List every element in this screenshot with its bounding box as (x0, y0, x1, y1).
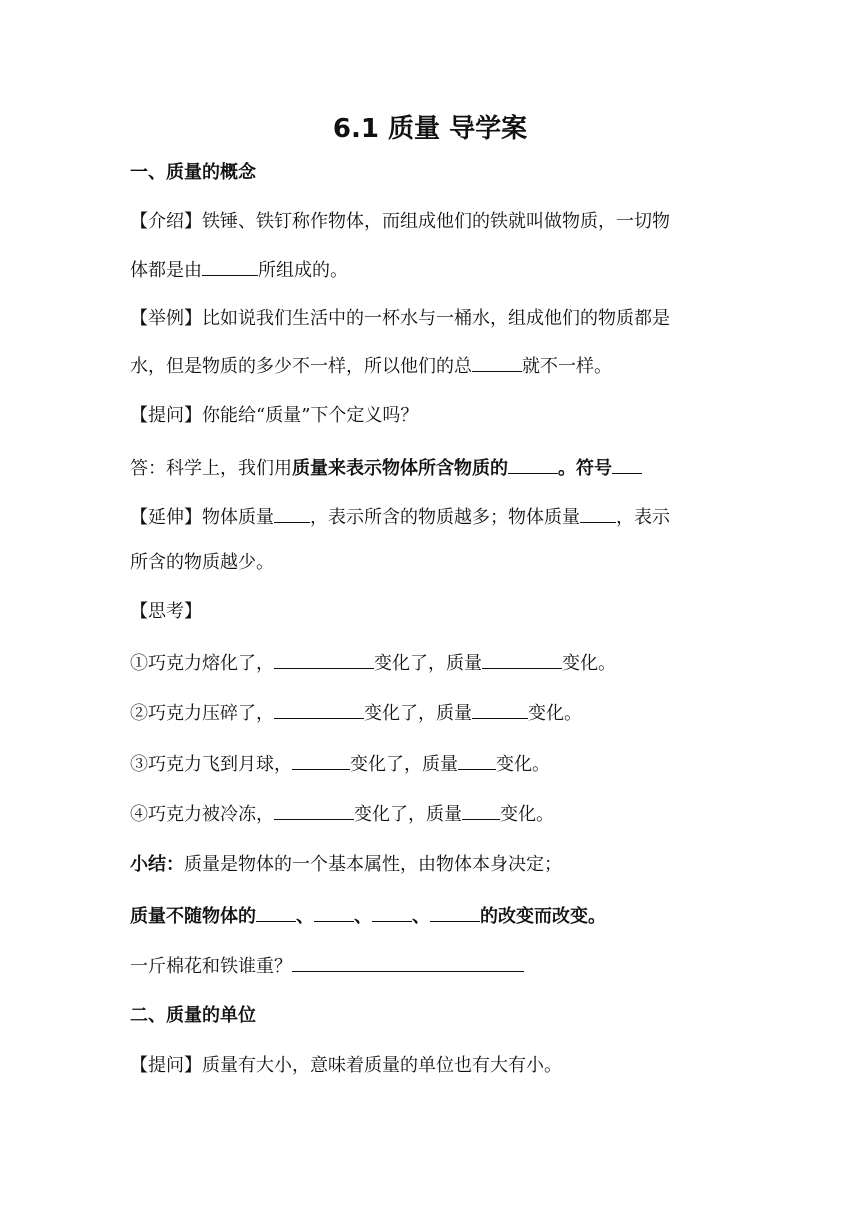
think-item-text-a: ②巧克力压碎了， (130, 703, 274, 724)
fill-blank[interactable] (292, 953, 524, 972)
question2-tag: 【提问】 (130, 1055, 202, 1076)
example-tag: 【举例】 (130, 308, 202, 329)
think-item-text-b: 变化了，质量 (354, 804, 462, 825)
question2-text: 质量有大小，意味着质量的单位也有大有小。 (202, 1055, 562, 1076)
fill-blank[interactable] (314, 903, 354, 922)
think-item-text-a: ④巧克力被冷冻， (130, 804, 274, 825)
extend-text-c: ，表示 (616, 507, 670, 528)
question2-line (130, 1053, 740, 1079)
think-item-text-c: 变化。 (562, 653, 616, 674)
answer-symbol-label: 。符号 (558, 458, 612, 479)
extend-text-b: ，表示所含的物质越多；物体质量 (310, 507, 580, 528)
example-text-2b: 就不一样。 (522, 356, 612, 377)
fill-blank[interactable] (482, 650, 562, 669)
fill-blank[interactable] (612, 455, 642, 474)
fill-blank[interactable] (462, 801, 500, 820)
example-text-2a: 水，但是物质的多少不一样，所以他们的总 (130, 356, 472, 377)
summary-text: 质量是物体的一个基本属性，由物体本身决定； (184, 854, 562, 875)
answer-definition: 质量来表示物体所含物质的 (292, 458, 508, 479)
intro-line-1 (130, 209, 740, 235)
fill-blank[interactable] (202, 257, 258, 276)
intro-text-2a: 体都是由 (130, 260, 202, 281)
question-line (130, 403, 740, 429)
fill-blank[interactable] (458, 751, 496, 770)
summary-separator: 、 (296, 906, 314, 927)
think-item-2 (130, 700, 740, 727)
think-item-text-b: 变化了，质量 (374, 653, 482, 674)
summary-line-2 (130, 903, 740, 930)
summary-separator: 、 (412, 906, 430, 927)
example-text-1: 比如说我们生活中的一杯水与一桶水，组成他们的物质都是 (202, 308, 670, 329)
extend-line-2: 所含的物质越少。 (130, 552, 274, 573)
fill-blank[interactable] (274, 801, 354, 820)
fill-blank[interactable] (430, 903, 480, 922)
example-line-2 (130, 353, 740, 380)
answer-line (130, 455, 740, 482)
think-item-text-b: 变化了，质量 (350, 754, 458, 775)
fill-blank[interactable] (274, 650, 374, 669)
fill-blank[interactable] (274, 700, 364, 719)
think-item-1 (130, 650, 740, 677)
question-tag: 【提问】 (130, 405, 202, 426)
extend-text-a: 物体质量 (202, 507, 274, 528)
fill-blank[interactable] (256, 903, 296, 922)
think-item-4 (130, 801, 740, 828)
intro-line-2 (130, 257, 740, 284)
summary-label: 小结： (130, 854, 184, 875)
think-item-text-c: 变化。 (528, 703, 582, 724)
fill-blank[interactable] (274, 504, 310, 523)
question-text: 你能给“质量”下个定义吗？ (202, 405, 419, 426)
section-heading-concept: 一、质量的概念 (130, 162, 256, 183)
think-item-text-c: 变化。 (500, 804, 554, 825)
think-item-text-b: 变化了，质量 (364, 703, 472, 724)
fill-blank[interactable] (472, 700, 528, 719)
summary-text-end: 的改变而改变。 (480, 906, 606, 927)
fill-blank[interactable] (472, 353, 522, 372)
intro-text-1: 铁锤、铁钉称作物体，而组成他们的铁就叫做物质，一切物 (202, 211, 670, 232)
think-item-3 (130, 751, 740, 778)
page-title: 6.1 质量 导学案 (332, 114, 528, 144)
summary-line-1 (130, 852, 740, 878)
answer-prefix: 答：科学上，我们用 (130, 458, 292, 479)
fill-blank[interactable] (372, 903, 412, 922)
intro-tag: 【介绍】 (130, 211, 202, 232)
fill-blank[interactable] (292, 751, 350, 770)
intro-text-2b: 所组成的。 (258, 260, 348, 281)
fill-blank[interactable] (580, 504, 616, 523)
think-item-text-a: ①巧克力熔化了， (130, 653, 274, 674)
extend-line-1 (130, 504, 740, 531)
example-line-1 (130, 306, 740, 332)
fill-blank[interactable] (508, 455, 558, 474)
cotton-question: 一斤棉花和铁谁重？ (130, 956, 292, 977)
extend-tag: 【延伸】 (130, 507, 202, 528)
summary-text-2a: 质量不随物体的 (130, 906, 256, 927)
think-item-text-c: 变化。 (496, 754, 550, 775)
summary-separator: 、 (354, 906, 372, 927)
section-heading-units: 二、质量的单位 (130, 1005, 256, 1026)
think-tag: 【思考】 (130, 601, 202, 622)
cotton-question-line (130, 953, 740, 980)
think-item-text-a: ③巧克力飞到月球， (130, 754, 292, 775)
